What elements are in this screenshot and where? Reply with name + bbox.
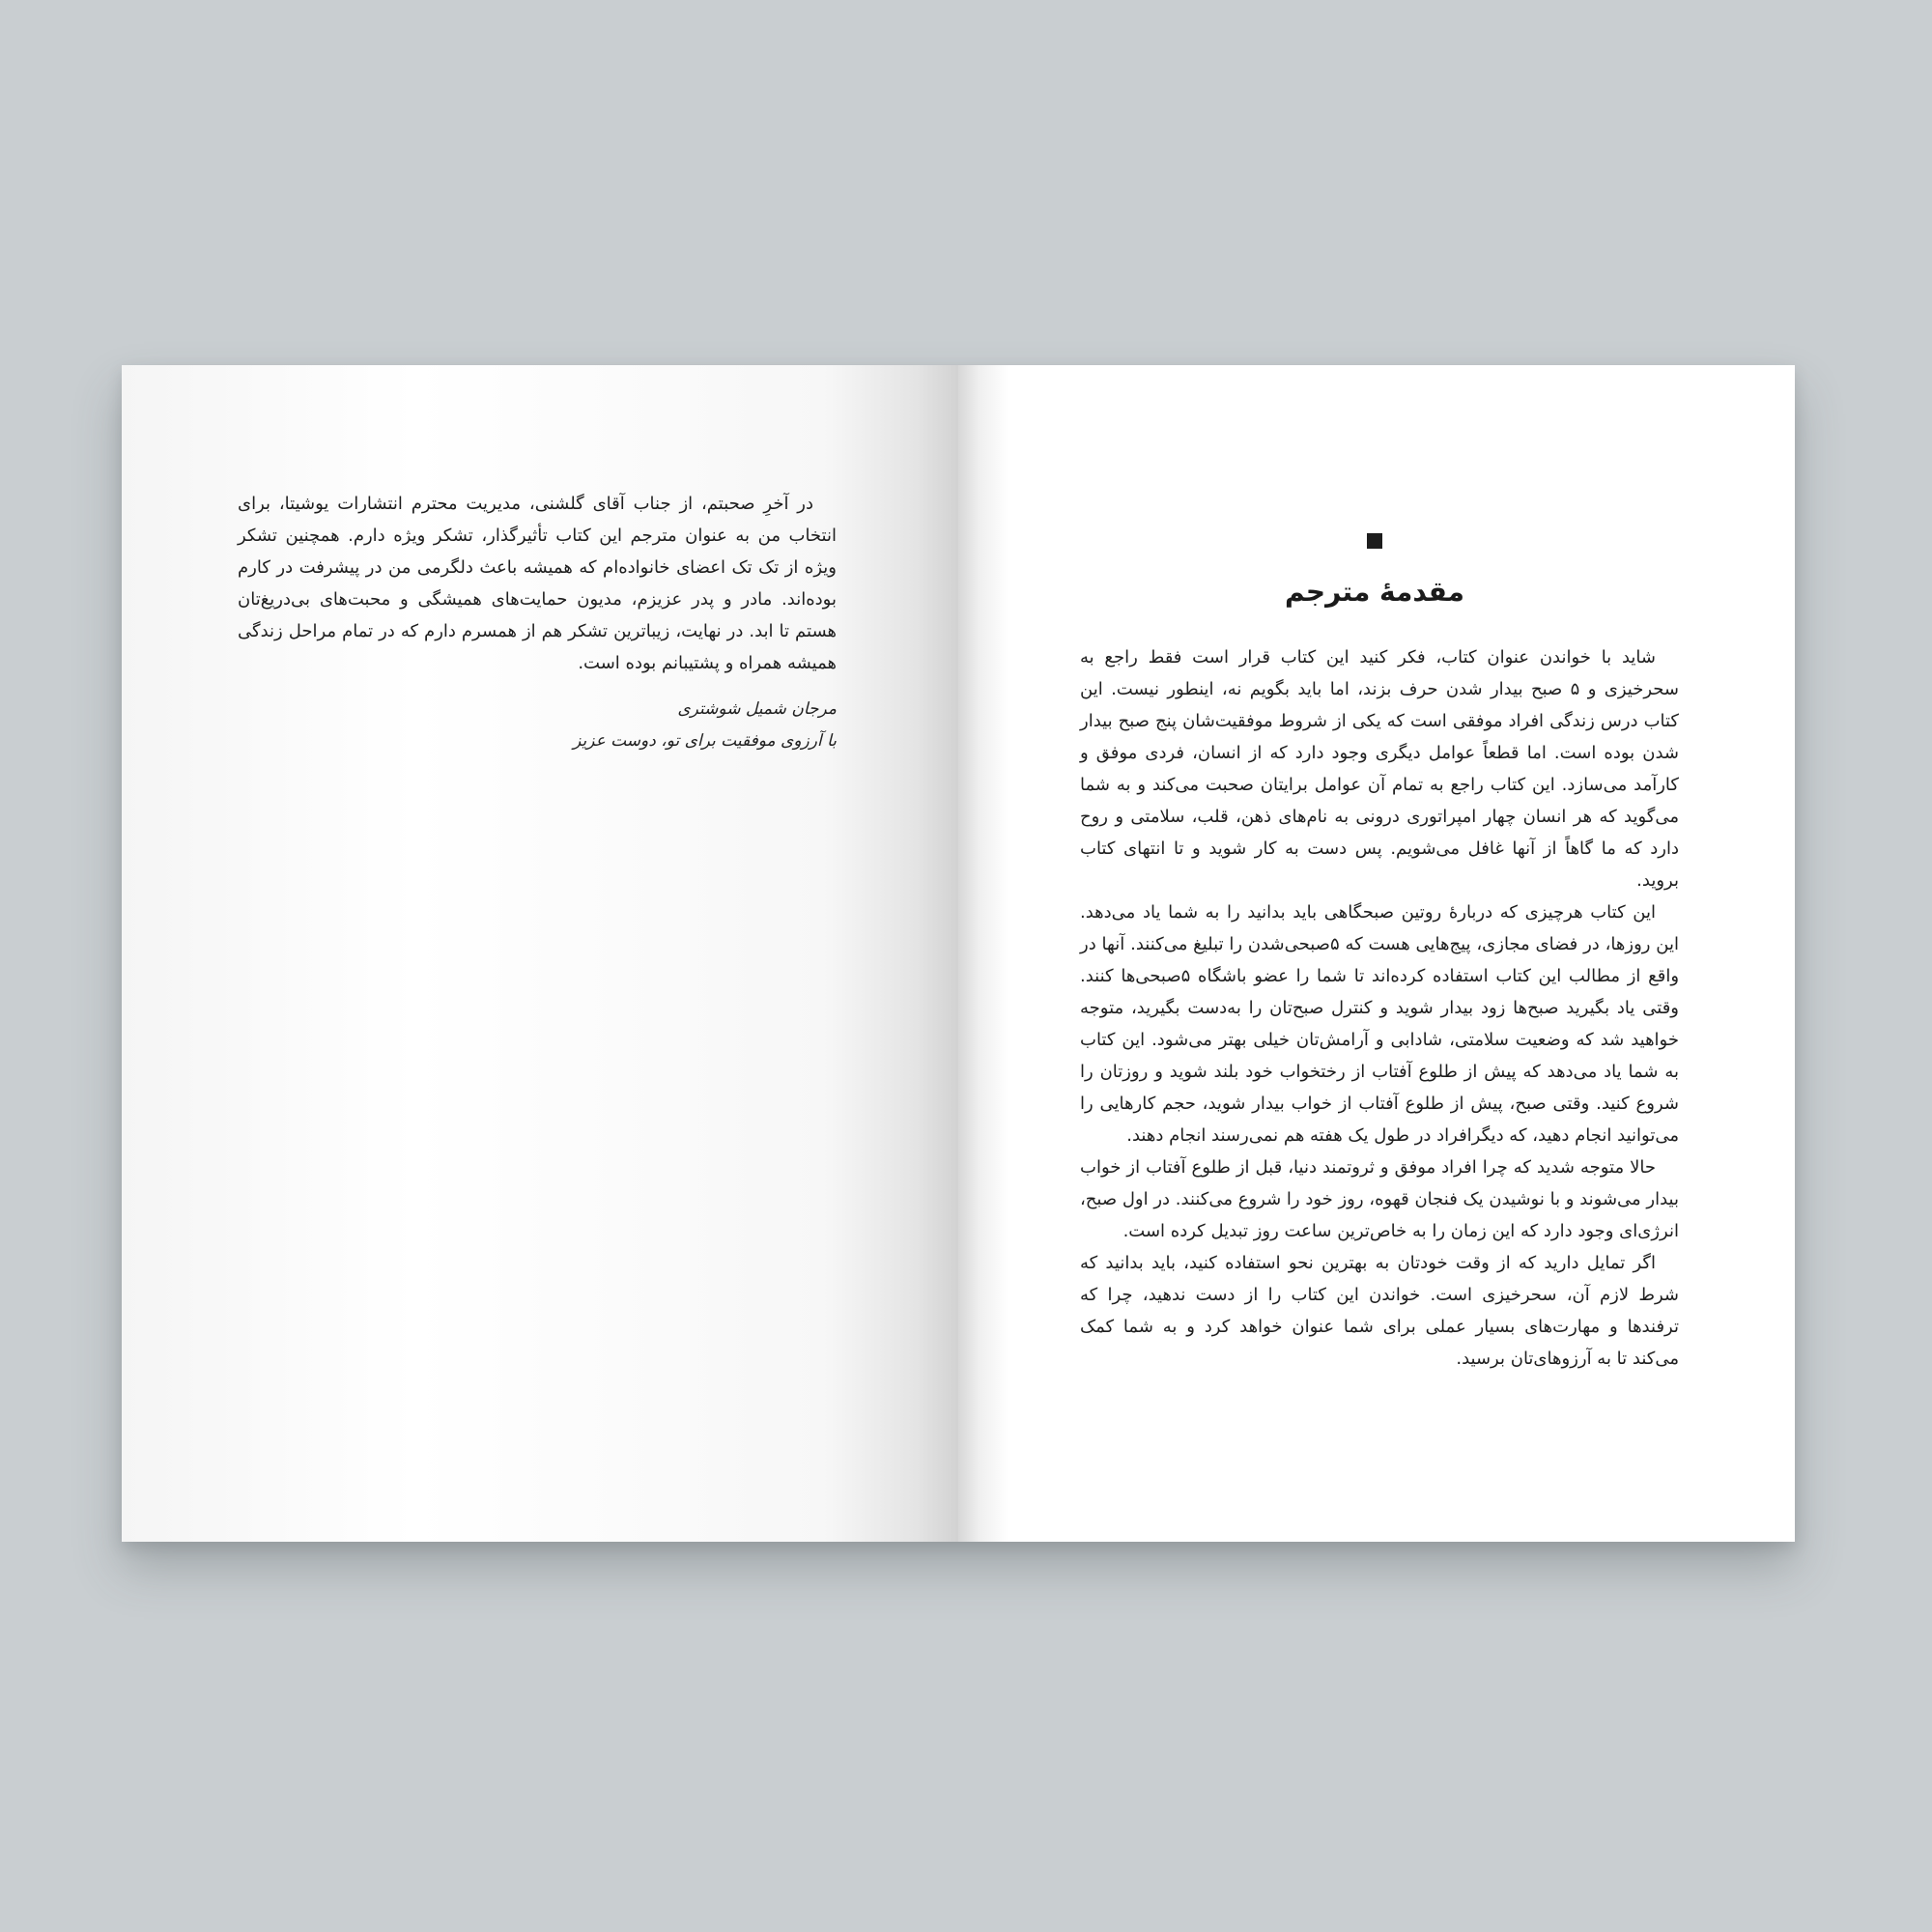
body-paragraph-3: حالا متوجه شدید که چرا افراد موفق و ثروتمند دنیا، قبل از طلوع آفتاب از خواب بیدار می‌شوند و با نوشیدن یک فنجان قهوه، روز خود را شروع می‌کنند. در اول صبح، انرژی‌ای وجود دارد که این زمان را به خاص‌ترین ساعت روز تبدیل کرده است. [1079, 1157, 1679, 1241]
acknowledgment-paragraph: در آخرِ صحبتم، از جناب آقای گلشنی، مدیریت محترم انتشارات یوشیتا، برای انتخاب من به عنوان مترجم این کتاب تأثیرگذار، تشکر ویژه دارم. همچنین تشکر ویژه از تک تک اعضای خانواده‌ام که همیشه باعث دلگرمی من در پیشرفت در کارم بوده‌اند. مادر و پدر عزیزم، مدیون حمایت‌های همیشگی و محبت‌های بی‌دریغ‌تان هستم تا ابد. در نهایت، زیباترین تشکر هم از همسرم دارم که در تمام مراحل زندگی همیشه همراه و پشتیبانم بوده است. [238, 494, 837, 673]
body-paragraph-4: اگر تمایل دارید که از وقت خودتان به بهترین نحو استفاده کنید، باید بدانید که شرط لازم آن، سحرخیزی است. خواندن این کتاب را از دست ندهید، چرا که ترفندها و مهارت‌های بسیار عملی برای شما عنوان خواهد کرد و به شما کمک می‌کند تا به آرزوهای‌تان برسید. [1080, 1253, 1679, 1369]
right-page [958, 365, 1795, 1542]
acknowledgment-text [238, 488, 837, 679]
body-paragraph-2: این کتاب هرچیزی که دربارهٔ روتین صبحگاهی باید بدانید را به شما یاد می‌دهد. این روزها، در فضای مجازی، پیج‌هایی هست که ۵صبحی‌شدن را تبلیغ می‌کنند. آنها در واقع از مطالب این کتاب استفاده کرده‌اند تا شما را عضو باشگاه ۵صبحی‌ها کنند. وقتی یاد بگیرید صبح‌ها زود بیدار شوید و کنترل صبح‌تان را به‌دست بگیرید، متوجه خواهید شد که وضعیت سلامتی، شادابی و آرامش‌تان خیلی بهتر می‌شود. این کتاب به شما یاد می‌دهد که پیش از طلوع آفتاب از رختخواب خود بلند شوید و روزتان را شروع کنید. وقتی صبح، پیش از طلوع آفتاب از خواب بیدار شوید، حجم کارهایی را می‌توانید انجام دهید، که دیگرافراد در طول یک هفته هم نمی‌رسند انجام دهند. [1080, 902, 1680, 1146]
body-paragraph-1: شاید با خواندن عنوان کتاب، فکر کنید این کتاب قرار است فقط راجع به سحرخیزی و ۵ صبح بیدار شدن حرف بزند، اما باید بگویم نه، اینطور نیست. این کتاب درس زندگی افراد موفقی است که یکی از شروط موفقیت‌شان پنج صبح بیدار شدن بوده است. اما قطعاً عوامل دیگری وجود دارد که از انسان، فردی موفق و کارآمد می‌سازد. این کتاب راجع به تمام آن عوامل برایتان صحبت می‌کند و به شما می‌گوید که هر انسان چهار امپراتوری درونی به نام‌های ذهن، قلب، سلامتی و روح دارد که ما گاهاً از آنها غافل می‌شویم. پس دست به کار شوید و تا انتهای کتاب بروید. [1080, 647, 1679, 891]
left-page [122, 365, 958, 1542]
open-book-spread [122, 365, 1795, 1542]
signature-block [238, 694, 837, 757]
translator-intro-text [1080, 641, 1679, 1375]
signature-note: با آرزوی موفقیت برای تو، دوست عزیز [573, 731, 837, 751]
chapter-title: مقدمهٔ مترجم [1284, 576, 1465, 608]
black-square-icon [1367, 533, 1382, 549]
translator-name: مرجان شمیل شوشتری [677, 699, 837, 719]
